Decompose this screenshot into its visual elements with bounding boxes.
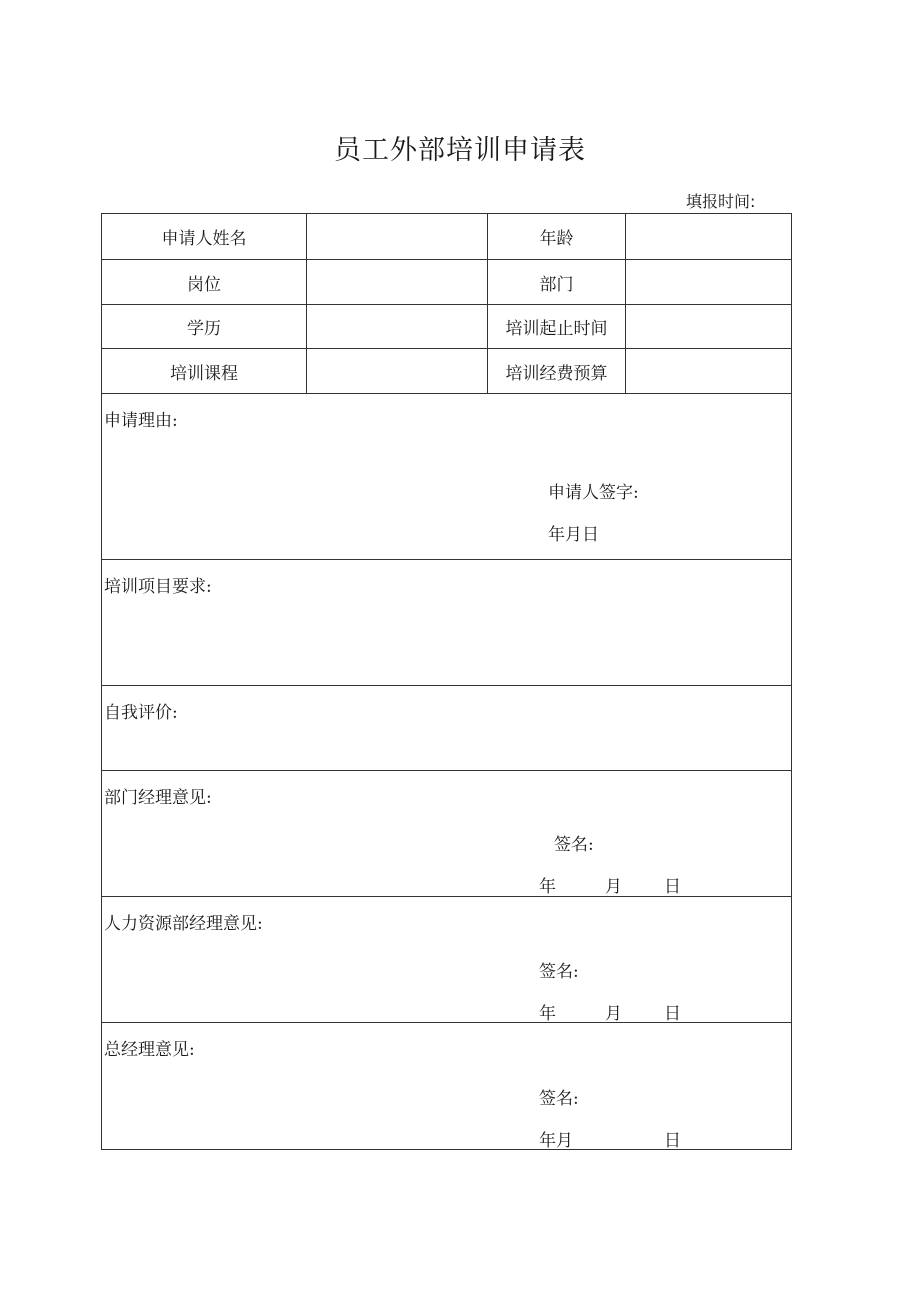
requirements-heading: 培训项目要求: bbox=[104, 577, 212, 597]
dept-manager-section bbox=[102, 771, 792, 897]
budget-field[interactable] bbox=[626, 349, 792, 394]
info-row-position-department bbox=[102, 260, 792, 305]
general-manager-year-month: 年月 bbox=[539, 1131, 573, 1151]
general-manager-section bbox=[102, 1023, 792, 1150]
general-manager-heading: 总经理意见: bbox=[104, 1040, 195, 1060]
requirements-section bbox=[102, 560, 792, 686]
info-row-course-budget bbox=[102, 349, 792, 394]
dept-manager-cell[interactable] bbox=[102, 771, 792, 897]
form-title: 员工外部培训申请表 bbox=[334, 135, 586, 166]
applicant-name-label: 申请人姓名 bbox=[102, 214, 307, 260]
general-manager-cell[interactable] bbox=[102, 1023, 792, 1150]
education-field[interactable] bbox=[307, 305, 488, 349]
age-label: 年龄 bbox=[488, 214, 626, 260]
dept-manager-year: 年 bbox=[539, 877, 556, 897]
requirements-cell[interactable] bbox=[102, 560, 792, 686]
hr-manager-day: 日 bbox=[664, 1004, 681, 1024]
self-evaluation-section bbox=[102, 686, 792, 771]
applicant-date-label: 年月日 bbox=[548, 525, 599, 545]
general-manager-day: 日 bbox=[664, 1131, 681, 1151]
training-period-label: 培训起止时间 bbox=[488, 305, 626, 349]
position-label: 岗位 bbox=[102, 260, 307, 305]
hr-manager-year: 年 bbox=[539, 1004, 556, 1024]
reason-heading: 申请理由: bbox=[104, 411, 178, 431]
general-manager-signature-label: 签名: bbox=[539, 1089, 579, 1109]
hr-manager-section bbox=[102, 897, 792, 1023]
reason-section bbox=[102, 394, 792, 560]
department-field[interactable] bbox=[626, 260, 792, 305]
course-label: 培训课程 bbox=[102, 349, 307, 394]
hr-manager-signature-label: 签名: bbox=[539, 962, 579, 982]
self-evaluation-cell[interactable] bbox=[102, 686, 792, 771]
reason-cell[interactable] bbox=[102, 394, 792, 560]
education-label: 学历 bbox=[102, 305, 307, 349]
hr-manager-month: 月 bbox=[605, 1004, 622, 1024]
department-label: 部门 bbox=[488, 260, 626, 305]
dept-manager-heading: 部门经理意见: bbox=[104, 788, 212, 808]
applicant-name-field[interactable] bbox=[307, 214, 488, 260]
info-row-education-period bbox=[102, 305, 792, 349]
application-form-table bbox=[101, 213, 792, 1150]
course-field[interactable] bbox=[307, 349, 488, 394]
budget-label: 培训经费预算 bbox=[488, 349, 626, 394]
dept-manager-signature-label: 签名: bbox=[554, 835, 594, 855]
hr-manager-cell[interactable] bbox=[102, 897, 792, 1023]
dept-manager-day: 日 bbox=[664, 877, 681, 897]
self-evaluation-heading: 自我评价: bbox=[104, 703, 178, 723]
position-field[interactable] bbox=[307, 260, 488, 305]
info-row-name-age bbox=[102, 214, 792, 260]
dept-manager-month: 月 bbox=[605, 877, 622, 897]
age-field[interactable] bbox=[626, 214, 792, 260]
hr-manager-heading: 人力资源部经理意见: bbox=[104, 914, 263, 934]
training-period-field[interactable] bbox=[626, 305, 792, 349]
fill-time-label: 填报时间: bbox=[686, 192, 756, 211]
applicant-signature-label: 申请人签字: bbox=[548, 483, 639, 503]
